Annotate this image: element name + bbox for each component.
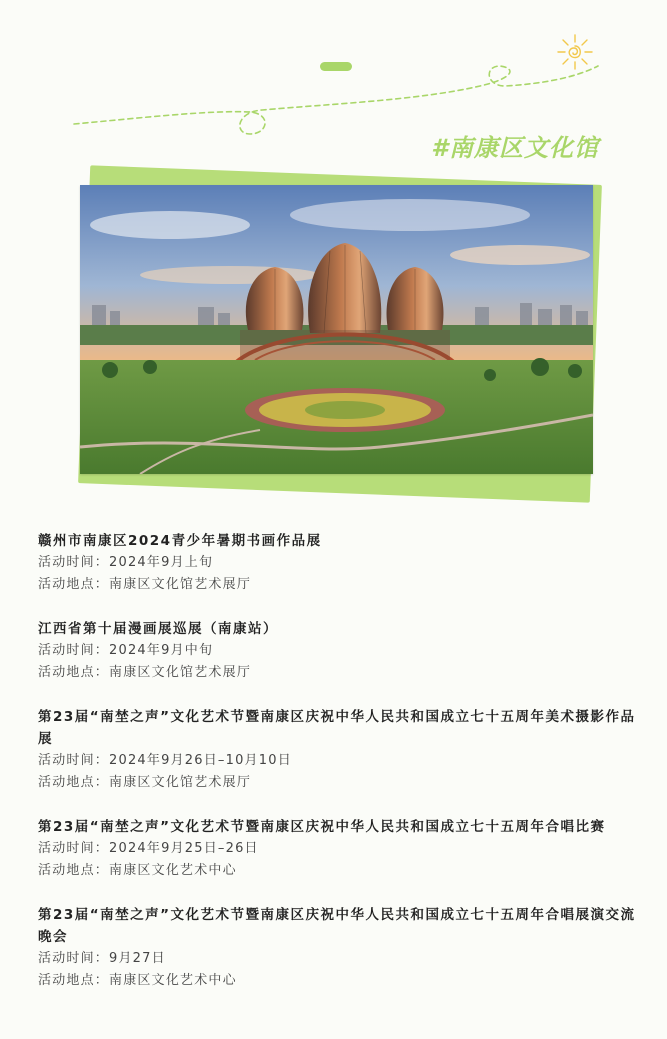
event-time-row xyxy=(38,750,638,772)
event-time-row xyxy=(38,640,638,662)
dashed-swirl-line xyxy=(74,66,598,134)
event-time: 2024年9月25日–26日 xyxy=(109,841,259,856)
event-time-label: 活动时间： xyxy=(38,951,110,966)
event-title: 第23届“南埜之声”文化艺术节暨南康区庆祝中华人民共和国成立七十五周年合唱展演交流晚会 xyxy=(38,907,636,945)
event-place-label: 活动地点： xyxy=(38,577,110,592)
venue-photo xyxy=(80,185,593,474)
event-place-row xyxy=(38,772,638,794)
event-time-row xyxy=(38,552,638,574)
event-title: 第23届“南埜之声”文化艺术节暨南康区庆祝中华人民共和国成立七十五周年合唱比赛 xyxy=(38,819,606,835)
event-item xyxy=(38,816,638,882)
pill-decoration xyxy=(320,62,352,71)
event-place-label: 活动地点： xyxy=(38,973,110,988)
event-place-label: 活动地点： xyxy=(38,863,110,878)
event-place: 南康区文化艺术中心 xyxy=(109,973,237,988)
event-time-label: 活动时间： xyxy=(38,555,110,570)
event-title: 赣州市南康区2024青少年暑期书画作品展 xyxy=(38,533,322,549)
event-time: 2024年9月26日–10月10日 xyxy=(109,753,292,768)
event-time: 2024年9月上旬 xyxy=(109,555,214,570)
event-place-row xyxy=(38,860,638,882)
event-place-row xyxy=(38,662,638,684)
event-item xyxy=(38,618,638,684)
event-place-row xyxy=(38,574,638,596)
event-time-label: 活动时间： xyxy=(38,841,110,856)
event-time: 2024年9月中旬 xyxy=(109,643,214,658)
event-item xyxy=(38,706,638,794)
event-time-row xyxy=(38,838,638,860)
event-place: 南康区文化馆艺术展厅 xyxy=(109,577,252,592)
event-list xyxy=(38,530,638,1014)
event-time-label: 活动时间： xyxy=(38,643,110,658)
event-place-label: 活动地点： xyxy=(38,775,110,790)
event-place: 南康区文化艺术中心 xyxy=(109,863,237,878)
event-place: 南康区文化馆艺术展厅 xyxy=(109,775,252,790)
event-time: 9月27日 xyxy=(109,951,166,966)
event-item xyxy=(38,530,638,596)
event-place-row xyxy=(38,970,638,992)
event-title: 江西省第十届漫画展巡展（南康站） xyxy=(38,621,278,637)
event-place: 南康区文化馆艺术展厅 xyxy=(109,665,252,680)
event-time-label: 活动时间： xyxy=(38,753,110,768)
event-title: 第23届“南埜之声”文化艺术节暨南康区庆祝中华人民共和国成立七十五周年美术摄影作品展 xyxy=(38,709,636,747)
event-place-label: 活动地点： xyxy=(38,665,110,680)
sun-icon xyxy=(558,35,592,69)
event-item xyxy=(38,904,638,992)
event-time-row xyxy=(38,948,638,970)
venue-title: #南康区文化馆 xyxy=(431,134,599,162)
photo-frame xyxy=(70,165,610,505)
